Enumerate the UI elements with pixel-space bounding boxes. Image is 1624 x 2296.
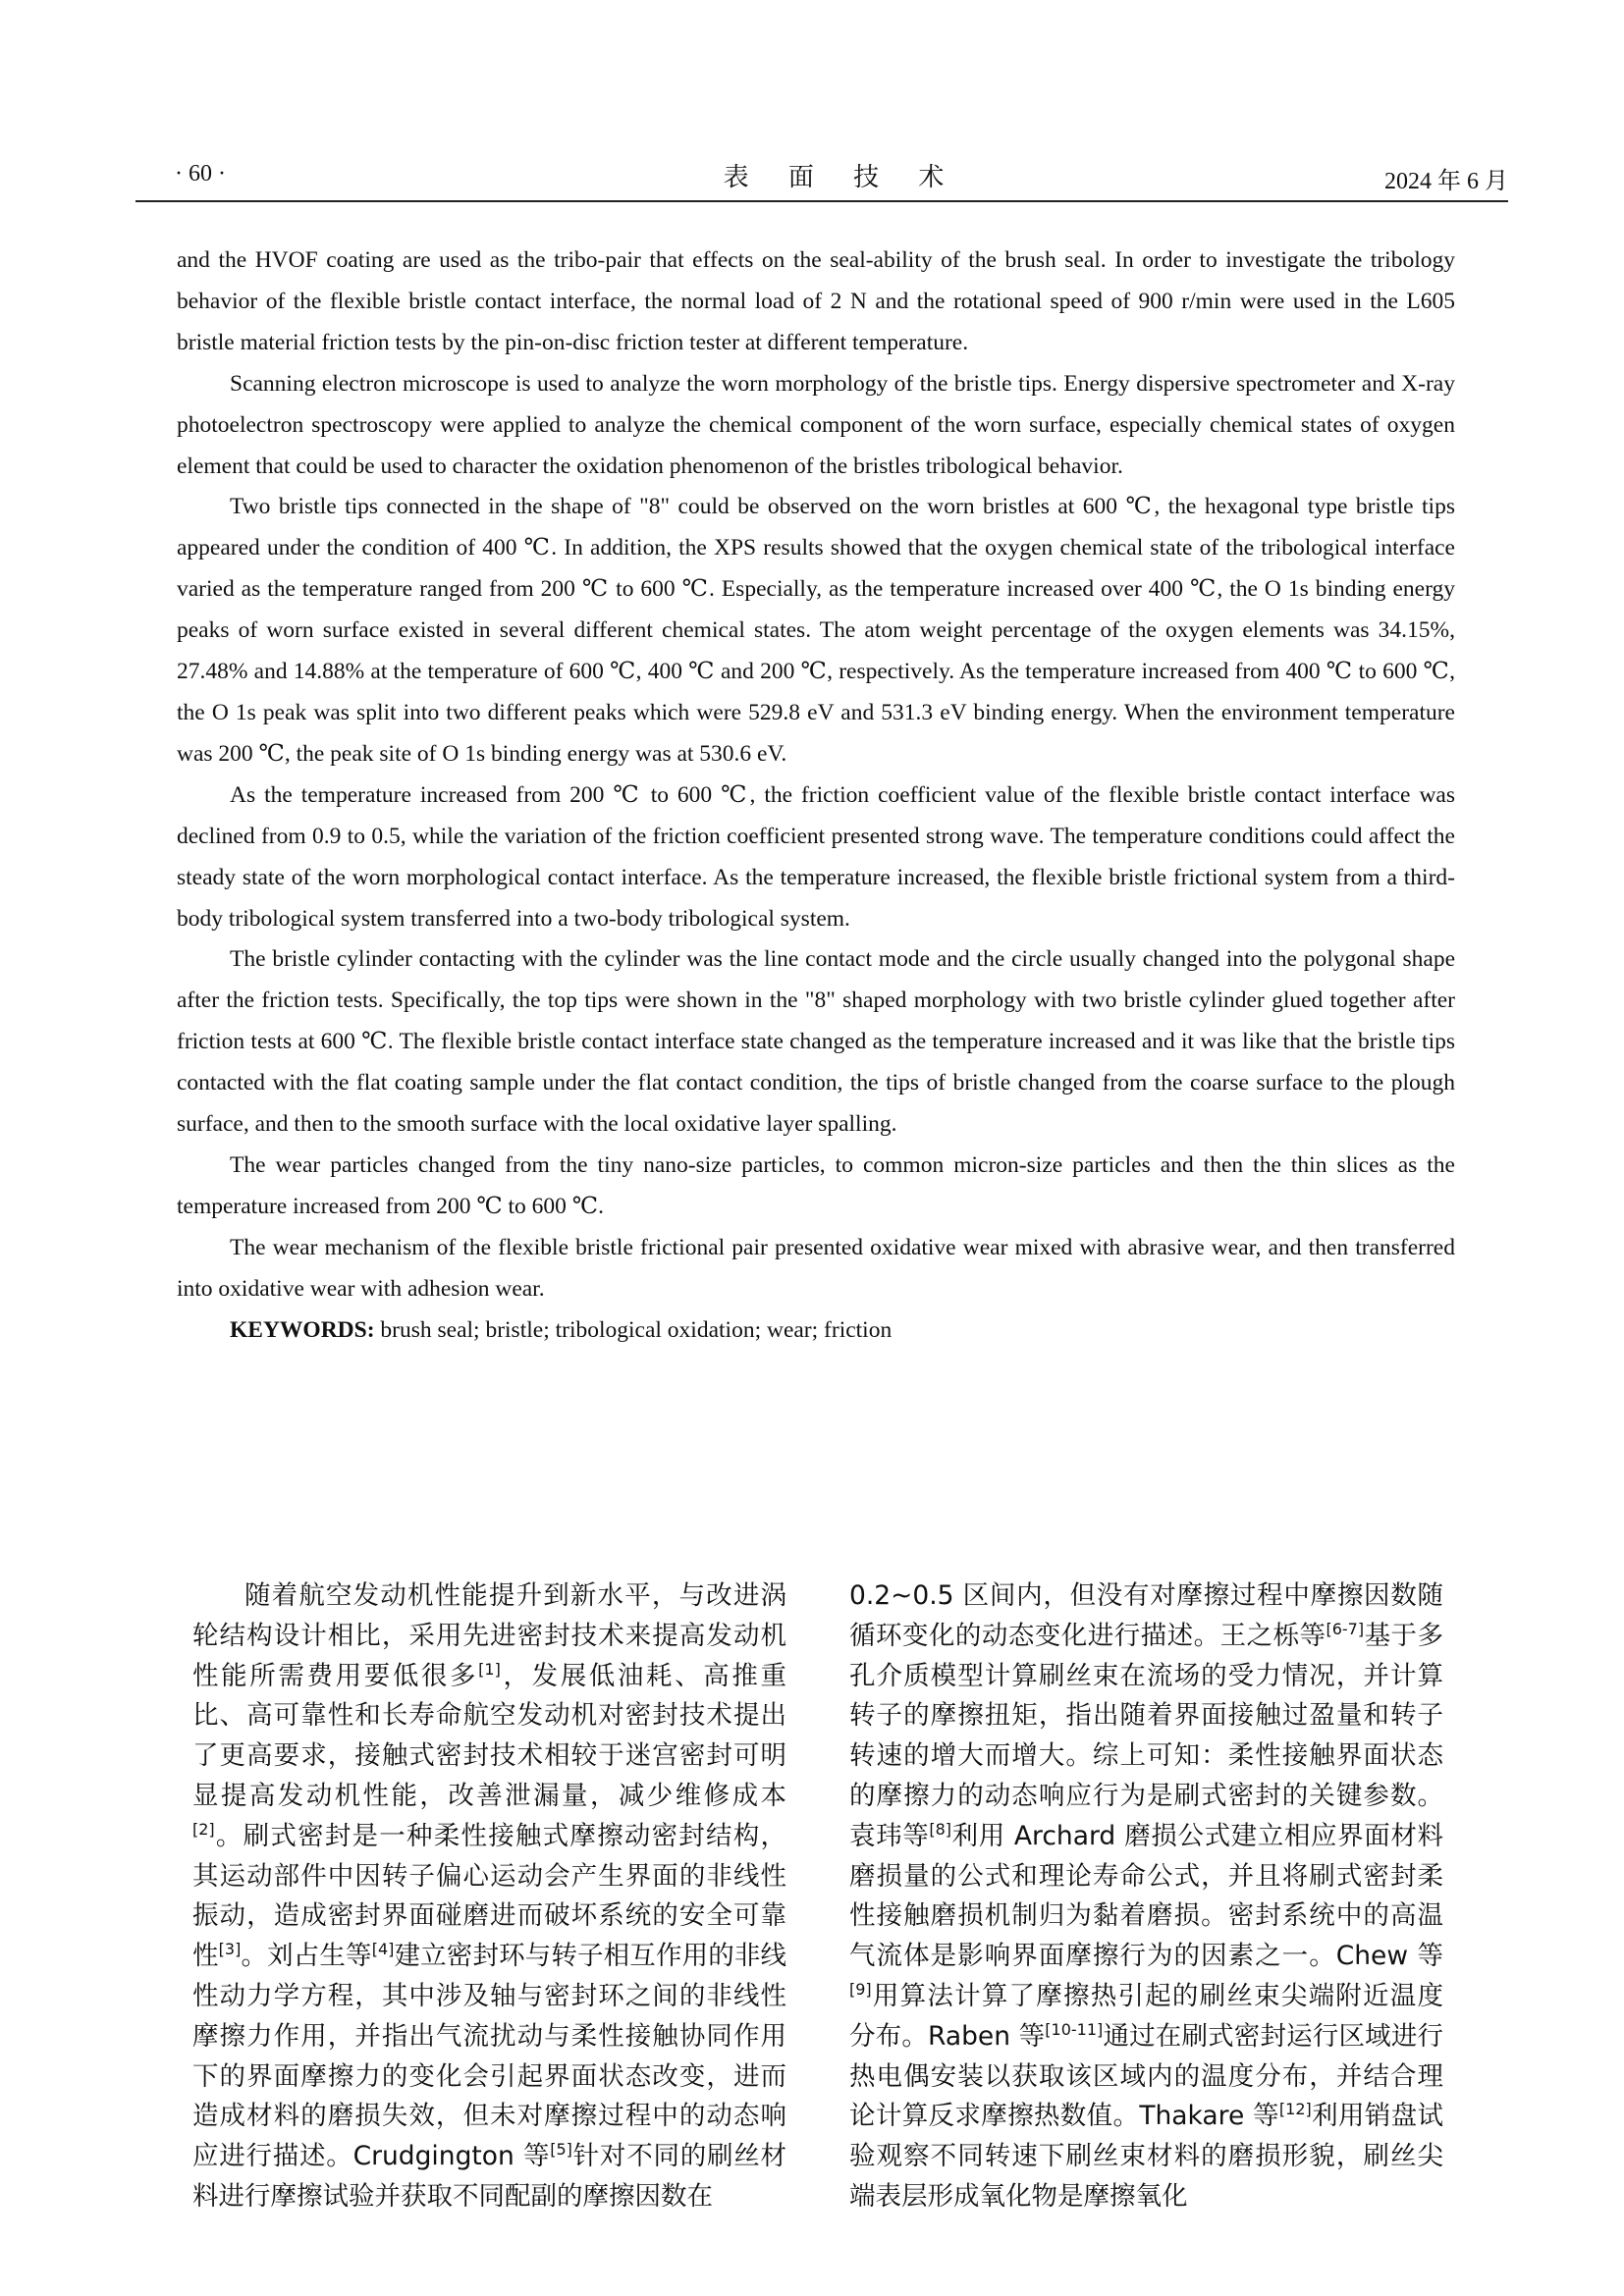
abstract-paragraph-2: Scanning electron microscope is used to analyze the worn morphology of the bristle tips. Energy dispersive spectrometer and X-ray photoelectron spectroscopy were applied to analyze the chemical component of the worn surface, especially chemical states of oxygen element that could be used to character the oxidation phenomenon of the bristles tribological behavior. — [177, 370, 1455, 479]
body-text: ，发展低油耗、高推重比、高可靠性和长寿命航空发动机对密封技术提出了更高要求，接触式密封技术相较于迷宫密封可明显提高发动机性能，改善泄漏量，减少维修成本 — [192, 1660, 787, 1811]
citation-ref: [9] — [849, 1980, 872, 2000]
body-text: 通过在刷式密封运行区域进行热电偶安装以获取该区域内的温度分布，并结合理论计算反求摩擦热数值。Thakare 等 — [849, 2020, 1443, 2132]
body-text: 用算法计算了摩擦热引起的刷丝束尖端附近温度分布。Raben 等 — [849, 1980, 1443, 2052]
running-header — [175, 153, 1508, 200]
body-text: 0.2~0.5 区间内，但没有对摩擦过程中摩擦因数随循环变化的动态变化进行描述。王之栎等 — [849, 1580, 1443, 1651]
abstract-paragraph-6: The wear particles changed from the tiny nano-size particles, to common micron-size particles and then the thin slices as the temperature increased from 200 ℃ to 600 ℃. — [177, 1151, 1455, 1219]
citation-ref: [5] — [550, 2140, 572, 2160]
citation-ref: [4] — [371, 1940, 395, 1959]
keywords-line — [177, 1310, 1455, 1352]
citation-ref: [6-7] — [1326, 1619, 1365, 1638]
body-text: 基于多孔介质模型计算刷丝束在流场的受力情况，并计算转子的摩擦扭矩，指出随着界面接触过盈量和转子转速的增大而增大。综上可知：柔性接触界面状态的摩擦力的动态响应行为是刷式密封的关键参数。袁玮等 — [849, 1620, 1444, 1851]
citation-ref: [3] — [218, 1940, 242, 1959]
citation-ref: [12] — [1278, 2100, 1312, 2119]
citation-ref: [10-11] — [1045, 2019, 1104, 2039]
body-text: 针对不同的刷丝材料进行摩擦试验并获取不同配副的摩擦因数在 — [192, 2141, 786, 2212]
body-column-right — [849, 1576, 1443, 2217]
citation-ref: [8] — [929, 1819, 952, 1839]
body-text: 。刘占生等 — [241, 1941, 372, 1972]
body-text: 建立密封环与转子相互作用的非线性动力学方程，其中涉及轴与密封环之间的非线性摩擦力作用，并指出气流扰动与柔性接触协同作用下的界面摩擦力的变化会引起界面状态改变，进而造成材料的磨损失效，但未对摩擦过程中的动态响应进行描述。Crudgington 等 — [192, 1941, 787, 2172]
abstract-paragraph-4: As the temperature increased from 200 ℃ to 600 ℃, the friction coefficient value of the flexible bristle contact interface was declined from 0.9 to 0.5, while the variation of the friction coefficient presented strong wave. The temperature conditions could affect the steady state of the worn morphological contact interface. As the temperature increased, the flexible bristle frictional system from a third-body tribological system transferred into a two-body tribological system. — [177, 781, 1455, 932]
body-text: 利用销盘试验观察不同转速下刷丝束材料的磨损形貌，刷丝尖端表层形成氧化物是摩擦氧化 — [849, 2101, 1443, 2212]
page-number: · 60 · — [175, 161, 226, 187]
keywords-label: KEYWORDS: — [230, 1316, 375, 1343]
issue-date: 2024 年 6 月 — [1384, 169, 1508, 194]
body-text: 。刷式密封是一种柔性接触式摩擦动密封结构，其运动部件中因转子偏心运动会产生界面的非线性振动，造成密封界面碰磨进而破坏系统的安全可靠性 — [192, 1820, 786, 1972]
citation-ref: [2] — [192, 1819, 215, 1839]
body-paragraph-left — [192, 1576, 786, 2217]
abstract-paragraph-5: The bristle cylinder contacting with the cylinder was the line contact mode and the circle usually changed into the polygonal shape after the friction tests. Specifically, the top tips were shown in the "8" shaped morphology with two bristle cylinder glued together after friction tests at 600 ℃. The flexible bristle contact interface state changed as the temperature increased and it was like that the bristle tips contacted with the flat coating sample under the flat contact condition, the tips of bristle changed from the coarse surface to the plough surface, and then to the smooth surface with the local oxidative layer spalling. — [177, 946, 1455, 1138]
journal-title: 表 面 技 术 — [723, 163, 960, 192]
abstract-paragraph-7: The wear mechanism of the flexible bristle frictional pair presented oxidative wear mixed with abrasive wear, and then transferred into oxidative wear with adhesion wear. — [177, 1234, 1455, 1302]
body-text: 随着航空发动机性能提升到新水平，与改进涡轮结构设计相比，采用先进密封技术来提高发动机性能所需费用要低很多 — [192, 1580, 786, 1691]
abstract-paragraph-3: Two bristle tips connected in the shape of "8" could be observed on the worn bristles at 600 ℃, the hexagonal type bristle tips appeared under the condition of 400 ℃. In addition, the XPS results showed that the oxygen chemical state of the tribological interface varied as the temperature ranged from 200 ℃ to 600 ℃. Especially, as the temperature increased over 400 ℃, the O 1s binding energy peaks of worn surface existed in several different chemical states. The atom weight percentage of the oxygen elements was 34.15%, 27.48% and 14.88% at the temperature of 600 ℃, 400 ℃ and 200 ℃, respectively. As the temperature increased from 400 ℃ to 600 ℃, the O 1s peak was split into two different peaks which were 529.8 eV and 531.3 eV binding energy. When the environment temperature was 200 ℃, the peak site of O 1s binding energy was at 530.6 eV. — [177, 494, 1455, 767]
body-paragraph-right — [849, 1576, 1443, 2217]
abstract-paragraph-1: and the HVOF coating are used as the tribo-pair that effects on the seal-ability of the brush seal. In order to investigate the tribology behavior of the flexible bristle contact interface, the normal load of 2 N and the rotational speed of 900 r/min were used in the L605 bristle material friction tests by the pin-on-disc friction tester at different temperature. — [177, 247, 1455, 355]
citation-ref: [1] — [478, 1659, 501, 1679]
header-divider — [135, 200, 1508, 202]
english-abstract — [177, 240, 1455, 1351]
body-text: 利用 Archard 磨损公式建立相应界面材料磨损量的公式和理论寿命公式，并且将刷式密封柔性接触磨损机制归为黏着磨损。密封系统中的高温气流体是影响界面摩擦行为的因素之一。Chew 等 — [849, 1820, 1443, 1972]
body-column-left — [192, 1576, 786, 2217]
keywords-text: brush seal; bristle; tribological oxidation; wear; friction — [374, 1316, 893, 1343]
